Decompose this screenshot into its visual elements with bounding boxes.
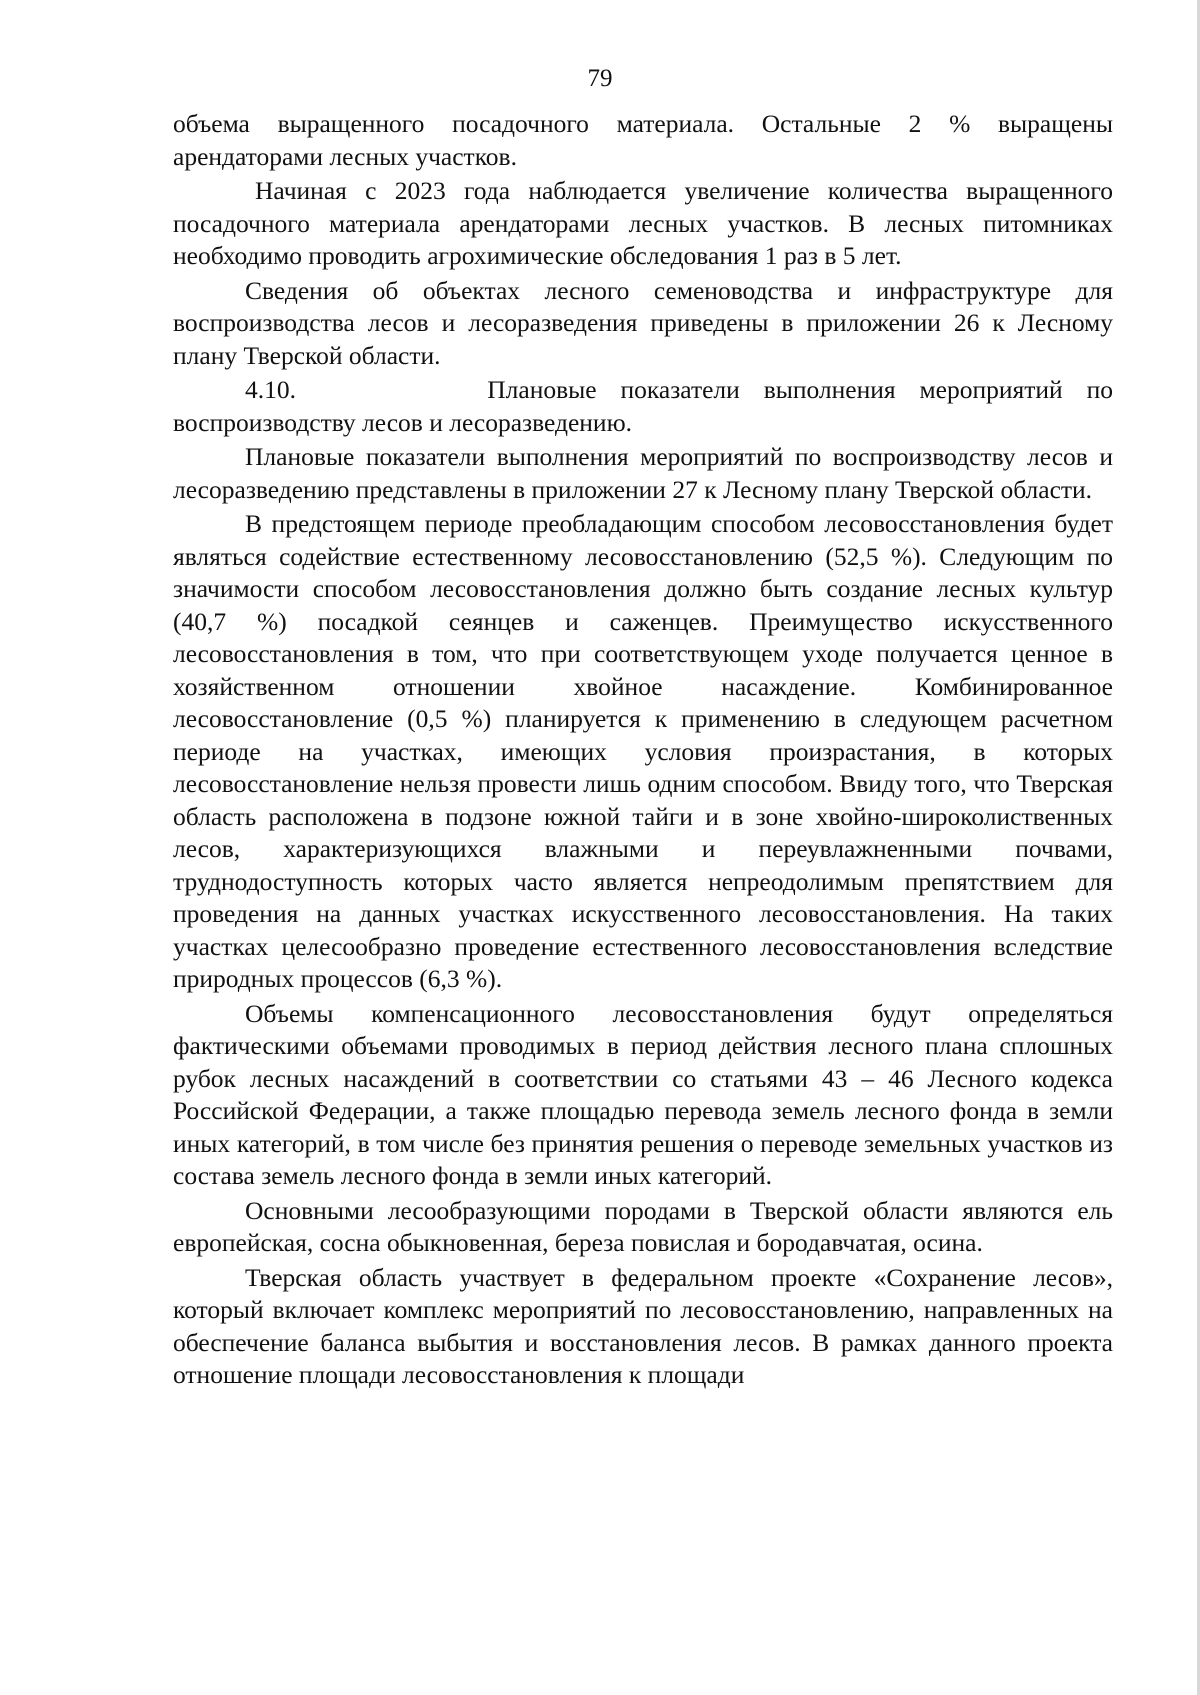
paragraph-seed-objects: Сведения об объектах лесного семеноводства и инфраструктуре для воспроизводства лесов и лесоразведения приведены в приложении 26 к Лесному плану Тверской области.: [173, 275, 1113, 370]
paragraph-nurseries: Начиная с 2023 года наблюдается увеличение количества выращенного посадочного материала арендаторами лесных участков. В лесных питомниках необходимо проводить агрохимические обследования 1 раз в 5 лет.: [173, 176, 1113, 270]
paragraph-tree-species: Основными лесообразующими породами в Тверской области являются ель европейская, сосна обыкновенная, береза повислая и бородавчатая, осина.: [173, 1195, 1113, 1257]
section-title-line1: Плановые показатели выполнения мероприятий по: [487, 375, 1114, 404]
section-number: 4.10.: [245, 375, 296, 404]
section-title-line2: воспроизводству лесов и лесоразведению.: [173, 407, 632, 437]
page-number: 79: [587, 65, 613, 92]
paragraph-plan-indicators: Плановые показатели выполнения мероприятий по воспроизводству лесов и лесоразведению представлены в приложении 27 к Лесному плану Тверской области.: [173, 442, 1113, 504]
section-heading: [173, 374, 1113, 439]
body-text: [173, 108, 1113, 1394]
paragraph-compensation: Объемы компенсационного лесовосстановления будут определяться фактическими объемами проводимых в период действия лесного плана сплошных рубок лесных насаждений в соответствии со статьями 43 – 46 Лесного кодекса Российской Федерации, а также площадью перевода земель лесного фонда в земли иных категорий, в том числе без принятия решения о переводе земельных участков из состава земель лесного фонда в земли иных категорий.: [173, 998, 1113, 1190]
paragraph-continued: объема выращенного посадочного материала. Остальные 2 % выращены арендаторами лесных участков.: [173, 109, 1113, 171]
paragraph-reforestation-methods: В предстоящем периоде преобладающим способом лесовосстановления будет являться содействие естественному лесовосстановлению (52,5 %). Следующим по значимости способом лесовосстановления должно быть создание лесных культур (40,7 %) посадкой сеянцев и саженцев. Преимущество искусственного лесовосстановления в том, что при соответствующем уходе получается ценное в хозяйственном отношении хвойное насаждение. Комбинированное лесовосстановление (0,5 %) планируется к применению в следующем расчетном периоде на участках, имеющих условия произрастания, в которых лесовосстановление нельзя провести лишь одним способом. Ввиду того, что Тверская область расположена в подзоне южной тайги и в зоне хвойно-широколиственных лесов, характеризующихся влажными и переувлажненными почвами, труднодоступность которых часто является непреодолимым препятствием для проведения на данных участках искусственного лесовосстановления. На таких участках целесообразно проведение естественного лесовосстановления вследствие природных процессов (6,3 %).: [173, 509, 1113, 993]
paragraph-federal-project: Тверская область участвует в федеральном проекте «Сохранение лесов», который включает комплекс мероприятий по лесовосстановлению, направленных на обеспечение баланса выбытия и восстановления лесов. В рамках данного проекта отношение площади лесовосстановления к площади: [173, 1262, 1113, 1389]
